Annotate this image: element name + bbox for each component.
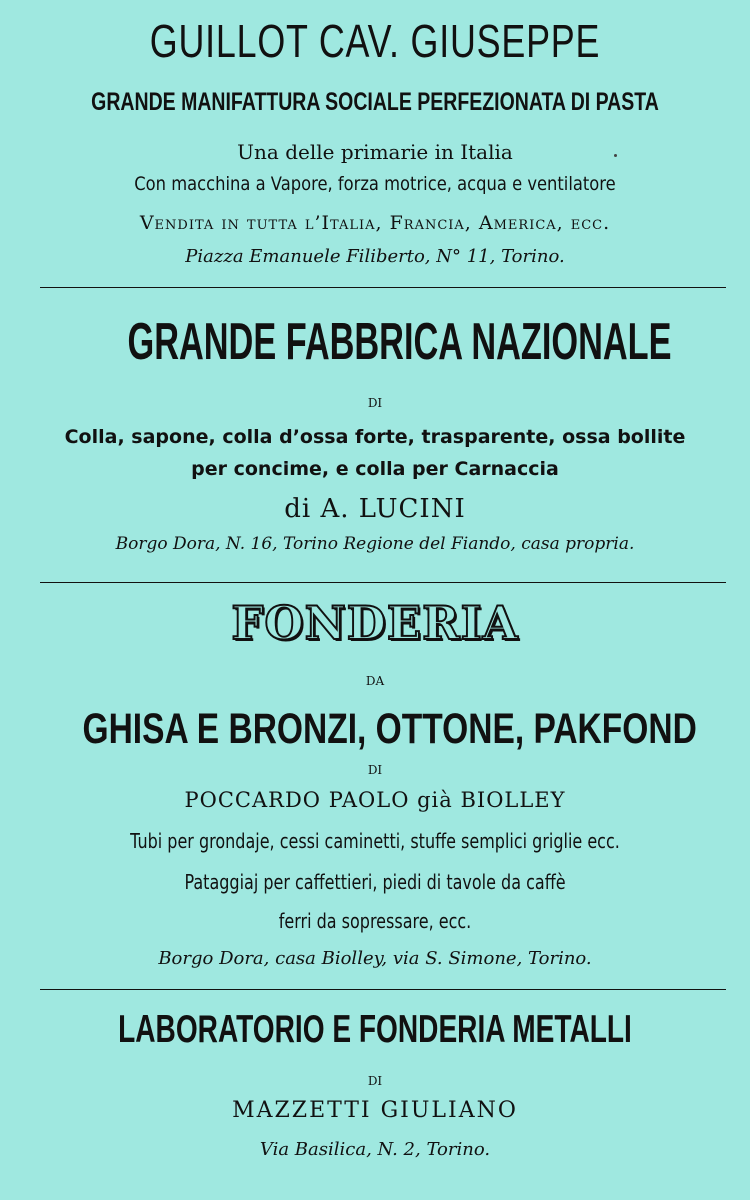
ad-text: Colla, sapone, colla d’ossa forte, trasparente, ossa bollite <box>64 426 686 448</box>
ad-title: FONDERIA <box>231 596 519 650</box>
ad-text: Una delle primarie in Italia <box>237 140 513 164</box>
ad-text: Tubi per grondaje, cessi caminetti, stuffe semplici griglie ecc. <box>130 829 620 853</box>
divider-rule <box>40 582 726 583</box>
ad-address: Piazza Emanuele Filiberto, N° 11, Torino. <box>185 246 565 267</box>
ad-maker: POCCARDO PAOLO già BIOLLEY <box>184 788 566 812</box>
ad-text: Vendita in tutta l’Italia, Francia, America, ecc. <box>139 212 611 234</box>
ad-products: GHISA E BRONZI, OTTONE, PAKFOND <box>82 705 697 753</box>
ad-connector: DI <box>367 396 383 410</box>
ad-maker: MAZZETTI GIULIANO <box>232 1098 518 1123</box>
ad-title: GUILLOT CAV. GIUSEPPE <box>149 15 601 67</box>
ad-title: LABORATORIO E FONDERIA METALLI <box>118 1008 632 1051</box>
ad-address: Via Basilica, N. 2, Torino. <box>259 1139 491 1160</box>
ad-subtitle: GRANDE MANIFATTURA SOCIALE PERFEZIONATA DI PASTA <box>91 88 659 116</box>
ad-connector: DA <box>365 674 385 688</box>
ad-maker: di A. LUCINI <box>284 494 466 524</box>
ad-address: Borgo Dora, casa Biolley, via S. Simone, Torino. <box>158 948 592 969</box>
ink-speck <box>614 154 617 157</box>
divider-rule <box>40 989 726 990</box>
ad-text: Con macchina a Vapore, forza motrice, acqua e ventilatore <box>134 173 616 195</box>
ad-connector: DI <box>367 763 383 777</box>
divider-rule <box>40 287 726 288</box>
ad-connector: DI <box>367 1074 383 1088</box>
ad-text: ferri da sopressare, ecc. <box>278 909 472 933</box>
ad-text: per concime, e colla per Carnaccia <box>191 458 559 480</box>
ad-text: Pataggiaj per caffettieri, piedi di tavole da caffè <box>184 870 566 894</box>
ad-title: GRANDE FABBRICA NAZIONALE <box>127 313 672 371</box>
ad-address: Borgo Dora, N. 16, Torino Regione del Fiando, casa propria. <box>115 534 635 554</box>
